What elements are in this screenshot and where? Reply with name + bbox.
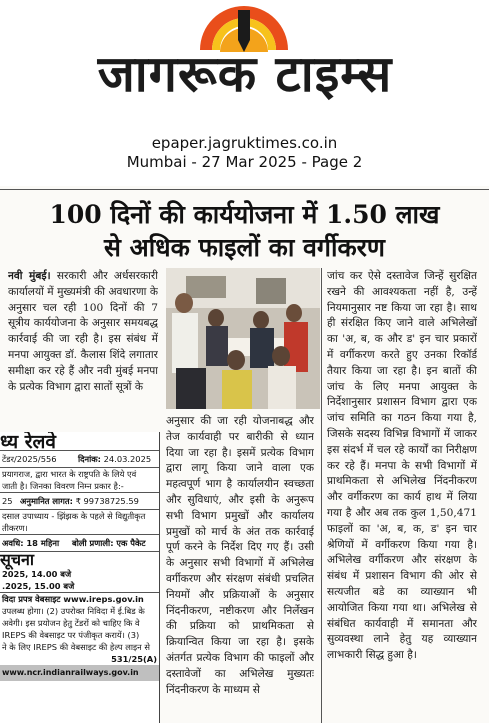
- ad-line-1: प्रयागराज, द्वारा भारत के राष्ट्रपति के लिये एवं: [0, 467, 159, 480]
- column-divider: [321, 268, 322, 723]
- article-photo: [166, 268, 320, 409]
- ad-line-6: उपलब्ध होगा। (2) उपरोक्त निविदा में ई.बिड के: [2, 606, 145, 616]
- ad-line-2: जाती है। जिनका विवरण निम्न प्रकार है:-: [2, 481, 124, 491]
- article-column-1: [8, 269, 158, 429]
- ad-date-value: 24.03.2025: [103, 454, 152, 464]
- ad-line-3: दसाल उपाध्याय - झिंझक के पहले से विद्युतीकृत: [0, 509, 159, 522]
- dateline: नवी मुंबई।: [8, 270, 51, 282]
- ad-line-5: विदा प्रपत्र वेबसाइट www.ireps.gov.in: [0, 592, 159, 605]
- ad-time-2: .2025, 15.00 बजे: [2, 581, 75, 591]
- article-column-3: जांच कर ऐसे दस्तावेज जिन्हें सुरक्षित रखने की आवश्यकता नहीं है, उन्हें नियमानुसार नष्ट किया जा रहा है। साथ ही संरक्षित किए जाने वाले अभिलेखों का 'अ, ब, क और ड' इन चार प्रकारों में वर्गीकरण करते हुए उनका रिकॉर्ड तैयार किया जा रहा है। इन बातों की जांच के लिए मनपा आयुक्त के निर्देशानुसार प्रशासन विभाग द्वारा एक जांच समिति का गठन किया गया है, जिसके सदस्य विभिन्न विभागों में जाकर इस संदर्भ में चल रहे कार्यों का निरीक्षण कर रहे हैं। मनपा के सभी विभागों में प्राथमिकता से अभिलेख निंदनीकरण और वर्गीकरण का कार्य हाथ में लिया गया है और अब तक कुल 1,50,471 फाइलों का 'अ, ब, क, ड' इन चार श्रेणियों में वर्गीकरण किया गया है। अभिलेख वर्गीकरण और संरक्षण के संबंध में प्रशासन विभाग की ओर से सत्यजीत बडे का व्याख्यान भी आयोजित किया गया था। अभिलेख से संबंधित कार्यवाही में समानता और सुव्यवस्था लाने हेतु यह व्याख्यान लाभकारी सिद्ध हुआ है।: [327, 270, 477, 662]
- ad-heading: ध्य रेलवे: [0, 432, 159, 450]
- article-column-2: अनुसार की जा रही योजनाबद्ध और तेज कार्यवाही पर बारीकी से ध्यान दिया जा रहा है। इसमें प्रत्येक विभाग द्वारा लागू किया जाने वाला एक महत्वपूर्ण भाग है कार्यालयीन स्वच्छता और सुविधाएं, और इसी के अनुरूप सभी विभाग प्रमुखों और कार्यालय प्रमुखों को मार्च के अंत तक कार्रवाई पूर्ण करने के निर्देश दिए गए हैं। उसी के अनुसार सभी विभागों में अभिलेख वर्गीकरण और संरक्षण संबंधी प्रचलित नियमों और प्रक्रियाओं के अनुसार निंदनीकरण, नष्टीकरण और निर्लेखन की प्रक्रिया को प्राथमिकता से क्रियान्वित किया जा रहा है। इसके अंतर्गत प्रत्येक विभाग की फाइलों और दस्तावेजों का अभिलेख मुख्यतः निंदनीकरण के माध्यम से: [166, 415, 314, 696]
- ad-period-row: [0, 534, 159, 551]
- ad-footer-url[interactable]: www.ncr.indianrailways.gov.in: [0, 665, 159, 681]
- headline-line-2: से अधिक फाइलों का वर्गीकरण: [104, 233, 385, 262]
- ad-date: [76, 451, 153, 467]
- ad-time-1: 2025, 14.00 बजे: [2, 569, 72, 579]
- ad-cost: [18, 493, 141, 509]
- epaper-url[interactable]: epaper.jagruktimes.co.in: [151, 134, 338, 152]
- masthead: [0, 0, 489, 118]
- ad-line-8: IREPS की वेबसाइट पर पंजीकृत करायें। (3): [2, 630, 140, 640]
- ad-cost-left: 25: [2, 496, 13, 506]
- edition-info: Mumbai - 27 Mar 2025 - Page 2: [126, 153, 363, 171]
- ad-reference: 531/25(A): [111, 654, 157, 664]
- headline-line-1: 100 दिनों की कार्ययोजना में 1.50 लाख: [49, 200, 440, 229]
- ad-line-7: अवेगी। इस प्रयोजन हेतु टेंडरों को चाहिए कि वे: [2, 618, 140, 628]
- railway-tender-ad: [0, 432, 160, 723]
- ad-line-9: ने के लिए IREPS की वेबसाइट की हेल्प लाइन से: [2, 642, 150, 652]
- masthead-title: जागरूक टाइम्स: [97, 45, 393, 103]
- ad-cost-row: [0, 492, 159, 509]
- ad-cost-value: ₹ 99738725.59: [75, 496, 139, 506]
- top-rule: [0, 189, 489, 190]
- ad-cost-label: अनुमानित लागत:: [20, 496, 73, 506]
- ad-line-4: तीकरण।: [2, 523, 28, 533]
- ad-period: अवधि: 18 महिना: [2, 538, 60, 548]
- article-headline: [0, 198, 489, 264]
- ad-tender-no: टेंडर/2025/556: [2, 454, 57, 464]
- ad-date-label: दिनांक:: [78, 454, 101, 464]
- ad-subhead: सूचना: [0, 551, 159, 568]
- column-1-text: सरकारी और अर्धसरकारी कार्यालयों में मुख्यमंत्री की अवधारणा के अनुसार चल रही 100 दिनों की 7 सूत्रीय कार्ययोजना के अनुसार समयबद्ध कार्रवाई की जा रही है। इस संबंध में मनपा आयुक्त डॉ. कैलास शिंदे लगातार समीक्षा कर रहे हैं और नवी मुंबई मनपा के प्रत्येक विभाग द्वारा सातों सूत्रों के: [8, 270, 158, 393]
- ad-bid-system: बोली प्रणाली: एक पैकेट: [72, 538, 146, 548]
- ad-tender-row: [0, 450, 159, 467]
